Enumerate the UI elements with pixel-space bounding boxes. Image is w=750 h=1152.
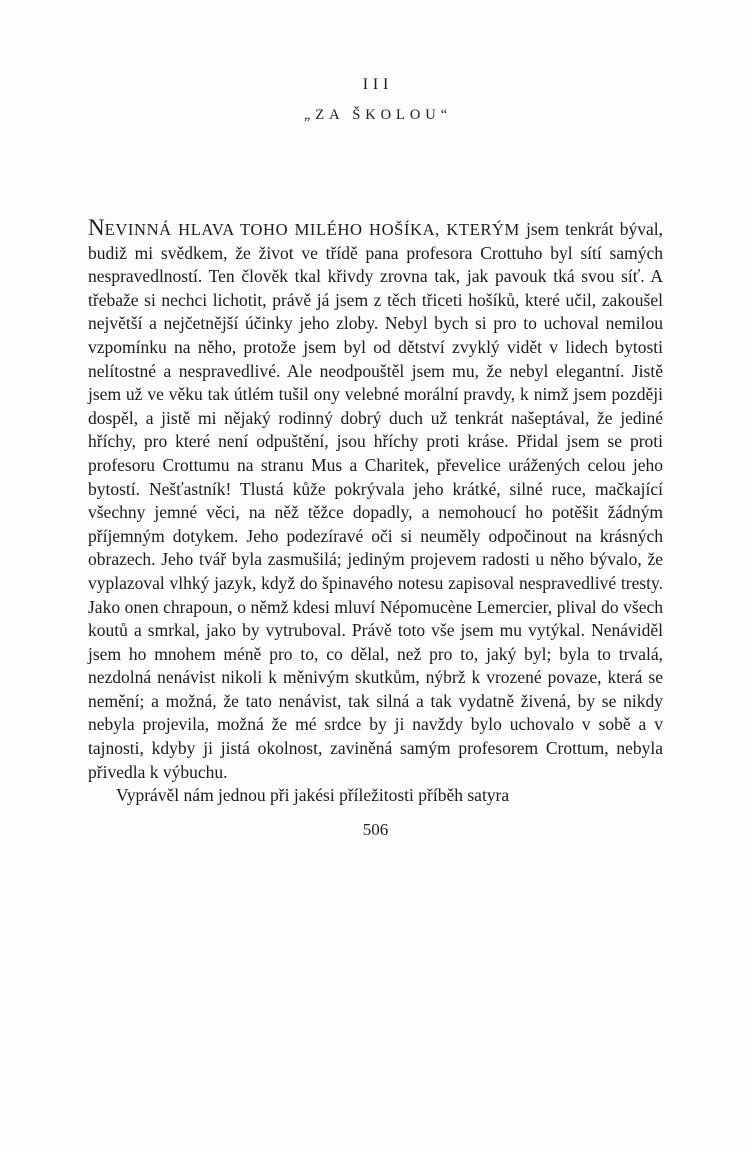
page-number: 506 (362, 819, 389, 839)
opening-paragraph-text: jsem tenkrát býval, budiž mi svědkem, že život ve třídě pana profesora Crottuho byl sítí samých nespravedlností. Ten člověk tkal křivdy zrovna tak, jak pavouk tká svou síť. A třebaže si nechci lichotit, právě já jsem z těch třiceti hošíků, které učil, zakoušel největší a nejčetnější účinky jeho zloby. Nebyl bych si pro to uchoval nemilou vzpomínku na něho, protože jsem byl od dětství zvyklý vidět v lidech bytosti nelítostné a nespravedlivé. Ale neodpouštěl jsem mu, že nebyl elegantní. Jistě jsem už ve věku tak útlém tušil ony velebné morální pravdy, k nimž jsem později dospěl, a jistě mi nějaký rodinný dobrý duch už tenkrát našeptával, že jediné hříchy, pro které není odpuštění, jsou hříchy proti kráse. Přidal jsem se proti profesoru Crottumu na stranu Mus a Charitek, převelice urážených celou jeho bytostí. Nešťastník! Tlustá kůže pokrývala jeho krátké, silné ruce, mačkající všechny jemné věci, na něž těžce dopadly, a nemohoucí ho potěšit žádným příjemným dotykem. Jeho podezíravé oči si neuměly odpočinout na krásných obrazech. Jeho tvář byla zasmušilá; jediným projevem radosti u něho bývalo, že vyplazoval vlhký jazyk, když do špinavého notesu zapisoval nespravedlivé tresty. Jako onen chrapoun, o němž kdesi mluví Népomucène Lemercier, plival do všech koutů a smrkal, jako by vytruboval. Právě toto vše jsem mu vytýkal. Nenáviděl jsem ho mnohem méně pro to, co dělal, než pro to, jaký byl; byla to trvalá, nezdolná nenávist nikoli k měnivým skutkům, nýbrž k vrozené povaze, která se nemění; a možná, že tato nenávist, tak silná a tak vydatně živená, by se nikdy nebyla projevila, možná že mé srdce by ji navždy bylo uchovalo v sobě a v tajnosti, kdyby ji jistá okolnost, zaviněná samým profesorem Crottum, nebyla přivedla k výbuchu. (88, 219, 663, 782)
opening-paragraph (88, 216, 663, 784)
chapter-title: „ZA ŠKOLOU“ (303, 107, 452, 123)
second-paragraph: Vyprávěl nám jednou při jakési příležitosti příběh satyra (116, 785, 510, 806)
body-text (88, 216, 663, 808)
chapter-number: III (362, 76, 394, 93)
opening-lead-caps: EVINNÁ HLAVA TOHO MILÉHO HOŠÍKA, KTERÝM (104, 220, 520, 239)
opening-initial-letter: N (88, 215, 105, 240)
